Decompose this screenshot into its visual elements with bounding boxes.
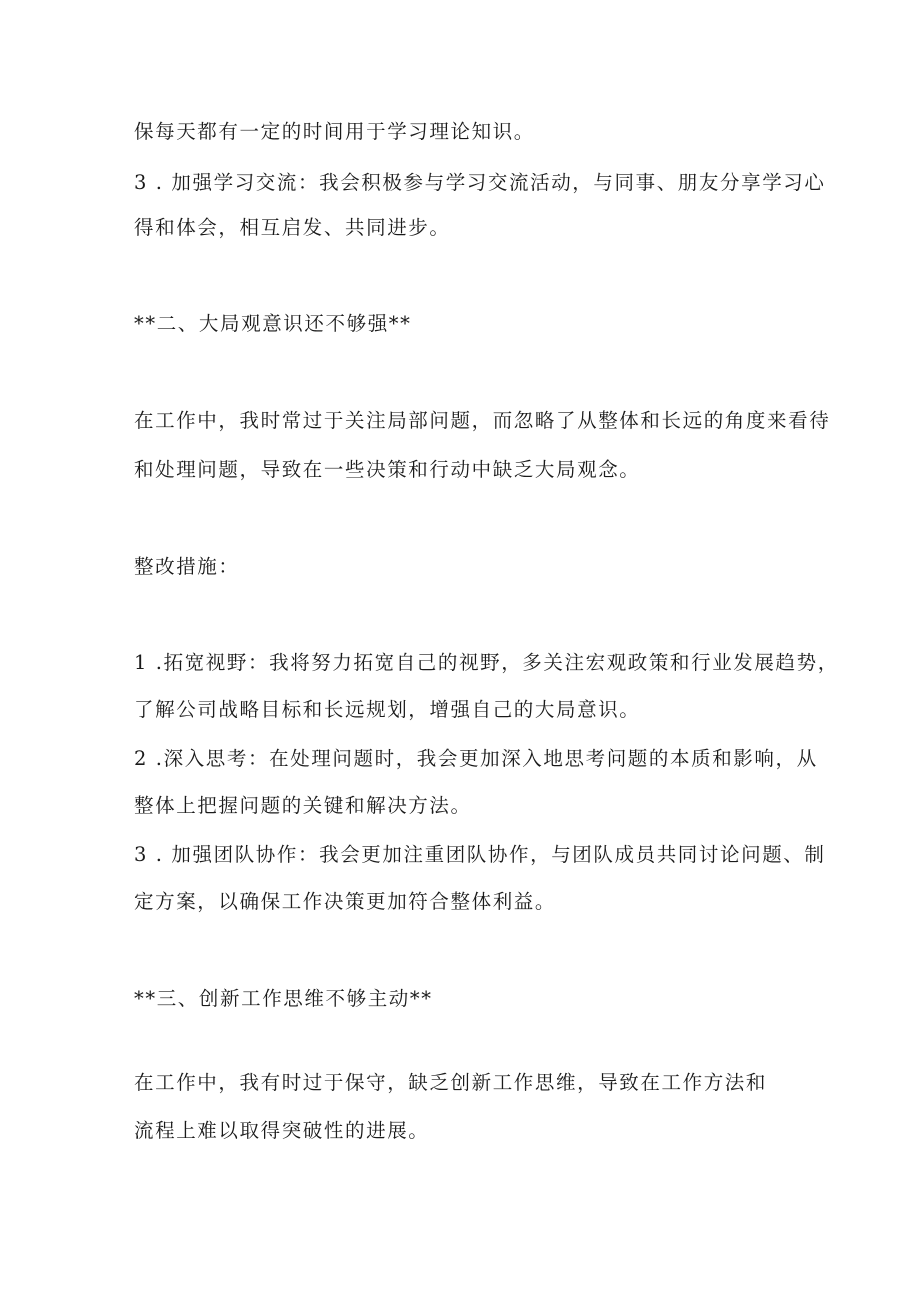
section-heading: **二、大局观意识还不够强**: [134, 312, 412, 335]
list-item-line: 3 . 加强学习交流：我会积极参与学习交流活动，与同事、朋友分享学习心: [134, 171, 826, 194]
list-item-line: 得和体会，相互启发、共同进步。: [134, 216, 451, 239]
list-item-line: 3 . 加强团队协作：我会更加注重团队协作，与团队成员共同讨论问题、制: [134, 843, 826, 866]
list-item-line: 2 .深入思考：在处理问题时，我会更加深入地思考问题的本质和影响，从: [134, 747, 818, 770]
list-item-line: 了解公司战略目标和长远规划，增强自己的大局意识。: [134, 698, 641, 721]
subheading: 整改措施：: [134, 555, 240, 578]
list-item-line: 1 .拓宽视野：我将努力拓宽自己的视野，多关注宏观政策和行业发展趋势，: [134, 651, 839, 674]
list-item-line: 定方案，以确保工作决策更加符合整体利益。: [134, 890, 557, 913]
section-heading: **三、创新工作思维不够主动**: [134, 987, 433, 1010]
paragraph-line: 和处理问题，导致在一些决策和行动中缺乏大局观念。: [134, 458, 641, 481]
list-item-line: 整体上把握问题的关键和解决方法。: [134, 794, 472, 817]
paragraph-line: 在工作中，我有时过于保守，缺乏创新工作思维，导致在工作方法和: [134, 1071, 768, 1094]
paragraph-line: 在工作中，我时常过于关注局部问题，而忽略了从整体和长远的角度来看待: [134, 409, 831, 432]
paragraph-line: 流程上难以取得突破性的进展。: [134, 1119, 430, 1142]
paragraph-line: 保每天都有一定的时间用于学习理论知识。: [134, 120, 535, 143]
